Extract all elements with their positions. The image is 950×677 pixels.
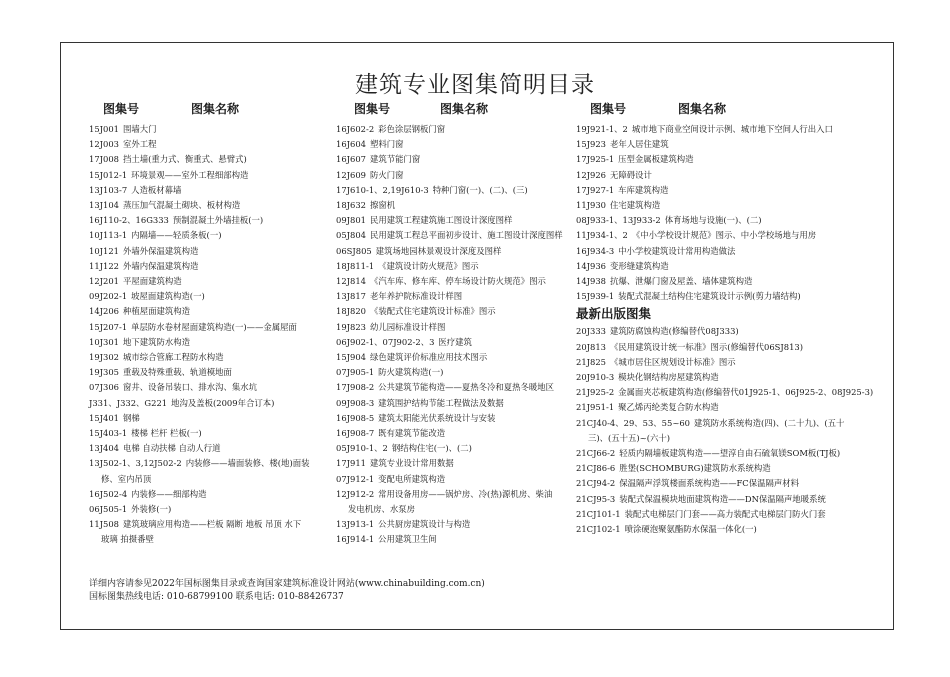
atlas-name: 《民用建筑设计统一标准》图示(修编替代06SJ813) xyxy=(610,341,804,352)
atlas-name: 内装修——细部构造 xyxy=(131,488,207,499)
atlas-name: 楼梯 栏杆 栏板(一) xyxy=(131,428,202,439)
atlas-name: 电梯 自动扶梯 自动人行道 xyxy=(123,443,221,454)
atlas-code: 21CJ66-2 xyxy=(576,448,616,459)
atlas-name: 城市综合管廊工程防水构造 xyxy=(123,352,224,363)
catalog-entry xyxy=(576,244,886,259)
atlas-name: 压型金属板建筑构造 xyxy=(618,154,694,165)
catalog-entry xyxy=(336,335,572,350)
atlas-code: 20J813 xyxy=(576,341,606,352)
atlas-name: 塑料门窗 xyxy=(370,139,404,150)
atlas-code: 15J939-1 xyxy=(576,291,615,302)
catalog-entry xyxy=(576,476,886,491)
atlas-code: 17J911 xyxy=(336,458,366,469)
catalog-entry xyxy=(336,122,572,137)
atlas-code: 21CJ86-6 xyxy=(576,463,616,474)
catalog-entry xyxy=(336,168,572,183)
footer-contact: 国标图集热线电话: 010-68799100 联系电话: 010-88426737 xyxy=(89,592,344,602)
catalog-entry xyxy=(336,517,572,532)
atlas-name: 装配式电梯层门门套——高力装配式电梯层门防火门套 xyxy=(624,508,826,519)
atlas-name: 建筑太阳能光伏系统设计与安装 xyxy=(378,412,496,423)
catalog-list xyxy=(576,122,886,304)
catalog-column-2 xyxy=(336,100,572,548)
atlas-code: 16J110-2、16G333 xyxy=(89,215,169,226)
atlas-code: 21CJ95-3 xyxy=(576,493,616,504)
atlas-code: 07J912-1 xyxy=(336,473,375,484)
atlas-name: 装配式混凝土结构住宅建筑设计示例(剪力墙结构) xyxy=(618,291,801,302)
catalog-entry xyxy=(89,426,334,441)
atlas-code: 14J936 xyxy=(576,260,606,271)
atlas-name: 地沟及盖板(2009年合订本) xyxy=(171,397,275,408)
catalog-entry xyxy=(576,507,886,522)
catalog-entry xyxy=(89,198,334,213)
catalog-entry xyxy=(576,152,886,167)
atlas-name: 内隔墙——轻质条板(一) xyxy=(131,230,222,241)
catalog-entry xyxy=(336,289,572,304)
atlas-code: 16J914-1 xyxy=(336,534,375,545)
name-header: 图集名称 xyxy=(440,102,489,116)
atlas-name: 内装修——墙面装修、楼(地)面装 xyxy=(185,458,310,469)
code-header: 图集号 xyxy=(590,102,627,116)
atlas-code: 15J207-1 xyxy=(89,321,128,332)
atlas-code: 21CJ102-1 xyxy=(576,524,621,535)
atlas-name: 窗井、设备吊装口、排水沟、集水坑 xyxy=(123,382,257,393)
atlas-name: 体育场地与设施(一)、(二) xyxy=(664,215,762,226)
catalog-entry xyxy=(89,183,334,198)
atlas-code: 11J934-1、2 xyxy=(576,230,628,241)
catalog-entry xyxy=(336,304,572,319)
catalog-entry xyxy=(336,472,572,487)
atlas-code: 16J908-7 xyxy=(336,428,375,439)
catalog-entry xyxy=(576,289,886,304)
atlas-name: 外墙内保温建筑构造 xyxy=(123,260,199,271)
atlas-name: 建筑围护结构节能工程做法及数据 xyxy=(378,397,504,408)
atlas-name: 平屋面建筑构造 xyxy=(123,276,182,287)
catalog-entry xyxy=(89,259,334,274)
catalog-entry xyxy=(89,411,334,426)
atlas-name: 建筑玻璃应用构造——栏板 隔断 地板 吊顶 水下 xyxy=(123,519,302,530)
catalog-entry xyxy=(576,385,886,400)
atlas-name: 《城市居住区规划设计标准》图示 xyxy=(610,356,736,367)
atlas-code: 20J333 xyxy=(576,326,606,337)
atlas-name: 钢梯 xyxy=(123,412,140,423)
atlas-code: 16J607 xyxy=(336,154,366,165)
catalog-entry xyxy=(89,396,334,411)
atlas-name: 环境景观——室外工程细部构造 xyxy=(131,169,249,180)
atlas-name: 单层防水卷材屋面建筑构造(一)——金属屋面 xyxy=(131,321,297,332)
catalog-entry xyxy=(336,350,572,365)
catalog-entry xyxy=(89,274,334,289)
atlas-name: 《汽车库、修车库、停车场设计防火规范》图示 xyxy=(370,276,546,287)
atlas-name: 《装配式住宅建筑设计标准》图示 xyxy=(370,306,496,317)
atlas-name: 中小学校建筑设计常用构造做法 xyxy=(618,245,736,256)
atlas-name: 预制混凝土外墙挂板(一) xyxy=(172,215,264,226)
atlas-code: 14J206 xyxy=(89,306,119,317)
catalog-entry xyxy=(89,289,334,304)
atlas-code: 09J202-1 xyxy=(89,291,128,302)
catalog-entry xyxy=(576,355,886,370)
catalog-entry xyxy=(576,274,886,289)
atlas-name: 保温隔声浮筑楼面系统构造——FC保温隔声材料 xyxy=(619,478,799,489)
catalog-entry xyxy=(576,324,886,339)
catalog-entry xyxy=(576,522,886,537)
atlas-name: 变配电所建筑构造 xyxy=(378,473,446,484)
atlas-code: 19J302 xyxy=(89,352,119,363)
new-publications-list xyxy=(576,324,886,537)
atlas-name-continued: 三)、(五十五)~(六十) xyxy=(588,432,670,443)
atlas-name: 医疗建筑 xyxy=(438,336,472,347)
atlas-code: 14J938 xyxy=(576,276,606,287)
atlas-code: J331、J332、G221 xyxy=(89,397,168,408)
atlas-code: 10J301 xyxy=(89,336,119,347)
atlas-code: 16J934-3 xyxy=(576,245,615,256)
atlas-name: 绿色建筑评价标准应用技术图示 xyxy=(370,352,488,363)
catalog-entry xyxy=(336,456,572,471)
catalog-entry xyxy=(336,411,572,426)
catalog-column-1 xyxy=(89,100,334,548)
atlas-code: 15J401 xyxy=(89,412,119,423)
atlas-code: 21J925-2 xyxy=(576,387,615,398)
atlas-code: 13J103-7 xyxy=(89,184,128,195)
atlas-code: 17J925-1 xyxy=(576,154,615,165)
atlas-name: 民用建筑工程建筑施工图设计深度图样 xyxy=(370,215,513,226)
atlas-code: 15J904 xyxy=(336,352,366,363)
catalog-entry xyxy=(89,502,334,517)
catalog-entry xyxy=(336,259,572,274)
atlas-code: 06J505-1 xyxy=(89,504,128,515)
catalog-entry xyxy=(89,213,334,228)
atlas-name: 防火门窗 xyxy=(370,169,404,180)
atlas-code: 15J403-1 xyxy=(89,428,128,439)
catalog-entry xyxy=(336,487,572,517)
atlas-code: 21J825 xyxy=(576,356,606,367)
atlas-code: 12J926 xyxy=(576,169,606,180)
footer xyxy=(89,578,485,604)
atlas-name: 聚乙烯丙纶类复合防水构造 xyxy=(618,402,719,413)
atlas-name: 地下建筑防水构造 xyxy=(123,336,190,347)
atlas-name: 变形缝建筑构造 xyxy=(610,260,669,271)
atlas-code: 13J104 xyxy=(89,200,119,211)
catalog-entry xyxy=(89,487,334,502)
catalog-entry xyxy=(89,304,334,319)
catalog-entry xyxy=(89,350,334,365)
catalog-entry xyxy=(89,168,334,183)
catalog-entry xyxy=(89,244,334,259)
name-header: 图集名称 xyxy=(678,102,727,116)
atlas-name: 胜堡(SCHOMBURG)建筑防水系统构造 xyxy=(619,463,771,474)
atlas-code: 15J923 xyxy=(576,139,606,150)
catalog-entry xyxy=(576,340,886,355)
atlas-code: 08J933-1、13J933-2 xyxy=(576,215,661,226)
catalog-entry xyxy=(89,228,334,243)
atlas-code: 11J930 xyxy=(576,200,606,211)
atlas-name: 抗爆、泄爆门窗及屋盖、墙体建筑构造 xyxy=(610,276,753,287)
atlas-name: 老年养护院标准设计样图 xyxy=(370,291,463,302)
atlas-code: 09J908-3 xyxy=(336,397,375,408)
atlas-name: 《中小学校设计规范》图示、中小学校场地与用房 xyxy=(631,230,817,241)
atlas-name: 挡土墙(重力式、衡重式、悬臂式) xyxy=(123,154,247,165)
atlas-name: 无障碍设计 xyxy=(610,169,652,180)
catalog-entry xyxy=(336,396,572,411)
catalog-entry xyxy=(89,456,334,486)
catalog-entry xyxy=(576,492,886,507)
atlas-code: 19J305 xyxy=(89,367,119,378)
atlas-code: 05J804 xyxy=(336,230,366,241)
footer-reference: 详细内容请参见2022年国标图集目录或查询国家建筑标准设计网站(www.chinabuilding.com.cn) xyxy=(89,579,485,589)
catalog-entry xyxy=(89,517,334,547)
catalog-entry xyxy=(89,320,334,335)
catalog-entry xyxy=(576,370,886,385)
atlas-code: 15J012-1 xyxy=(89,169,128,180)
atlas-name: 围墙大门 xyxy=(123,124,157,134)
catalog-entry xyxy=(336,380,572,395)
catalog-entry xyxy=(336,137,572,152)
atlas-name: 坡屋面建筑构造(一) xyxy=(131,291,205,302)
atlas-code: 18J811-1 xyxy=(336,260,375,271)
catalog-entry xyxy=(336,426,572,441)
atlas-name: 老年人居住建筑 xyxy=(610,139,669,150)
catalog-entry xyxy=(336,152,572,167)
atlas-code: 16J602-2 xyxy=(336,124,375,134)
atlas-code: 12J609 xyxy=(336,169,366,180)
catalog-list xyxy=(89,122,334,548)
atlas-code: 07J905-1 xyxy=(336,367,375,378)
atlas-code: 20J910-3 xyxy=(576,372,615,383)
column-header xyxy=(89,100,334,118)
atlas-code: 21CJ40-4、29、53、55~60 xyxy=(576,417,691,428)
atlas-code: 18J820 xyxy=(336,306,366,317)
atlas-name: 模块化钢结构房屋建筑构造 xyxy=(618,372,719,383)
catalog-entry xyxy=(576,259,886,274)
atlas-code: 17J927-1 xyxy=(576,184,615,195)
catalog-entry xyxy=(576,137,886,152)
atlas-name: 车库建筑构造 xyxy=(618,184,669,195)
atlas-name: 常用设备用房——锅炉房、冷(热)源机房、柴油 xyxy=(378,488,553,499)
atlas-code: 21CJ101-1 xyxy=(576,508,621,519)
catalog-entry xyxy=(89,441,334,456)
catalog-entry xyxy=(89,380,334,395)
catalog-entry xyxy=(89,152,334,167)
atlas-name: 外装修(一) xyxy=(131,504,172,515)
atlas-code: 17J008 xyxy=(89,154,119,165)
catalog-entry xyxy=(336,274,572,289)
atlas-code: 17J908-2 xyxy=(336,382,375,393)
atlas-code: 13J817 xyxy=(336,291,366,302)
code-header: 图集号 xyxy=(103,102,140,116)
atlas-code: 15J001 xyxy=(89,124,119,134)
atlas-code: 05J910-1、2 xyxy=(336,443,388,454)
catalog-column-3 xyxy=(576,100,886,537)
atlas-code: 18J632 xyxy=(336,200,366,211)
atlas-name-continued: 修、室内吊顶 xyxy=(101,473,152,484)
atlas-code: 21CJ94-2 xyxy=(576,478,616,489)
catalog-entry xyxy=(576,183,886,198)
catalog-entry xyxy=(336,365,572,380)
atlas-name: 喷涂硬泡聚氨酯防水保温一体化(一) xyxy=(624,524,757,535)
atlas-code: 06SJ805 xyxy=(336,245,372,256)
atlas-code: 16J908-5 xyxy=(336,412,375,423)
atlas-code: 12J912-2 xyxy=(336,488,375,499)
atlas-code: 07J306 xyxy=(89,382,119,393)
new-publications-title: 最新出版图集 xyxy=(576,306,652,322)
catalog-entry xyxy=(336,228,572,243)
catalog-entry xyxy=(336,532,572,547)
atlas-name-continued: 发电机房、水泵房 xyxy=(348,504,415,515)
catalog-entry xyxy=(336,441,572,456)
atlas-code: 13J404 xyxy=(89,443,119,454)
atlas-name: 金属面夹芯板建筑构造(修编替代01J925-1、06J925-2、08J925-3) xyxy=(618,387,874,398)
catalog-list xyxy=(336,122,572,548)
catalog-entry xyxy=(576,416,886,446)
catalog-entry xyxy=(576,400,886,415)
atlas-name: 公共厨房建筑设计与构造 xyxy=(378,519,471,530)
atlas-name: 建筑防水系统构造(四)、(二十九)、(五十 xyxy=(694,417,845,428)
atlas-name: 建筑节能门窗 xyxy=(370,154,421,165)
atlas-name: 轻质内隔墙板建筑构造——望淳自由石硫氧镁SOM板(TJ板) xyxy=(619,448,841,459)
atlas-code: 16J604 xyxy=(336,139,366,150)
name-header: 图集名称 xyxy=(191,102,240,116)
catalog-entry xyxy=(89,335,334,350)
atlas-code: 10J121 xyxy=(89,245,119,256)
page-title: 建筑专业图集简明目录 xyxy=(355,72,595,98)
catalog-entry xyxy=(336,183,572,198)
code-header: 图集号 xyxy=(354,102,391,116)
column-header xyxy=(576,100,886,118)
atlas-code: 19J921-1、2 xyxy=(576,124,628,134)
catalog-entry xyxy=(89,137,334,152)
atlas-name: 重载及特殊重载、轨道模地面 xyxy=(123,367,232,378)
atlas-name-continued: 玻璃 拍摄番壁 xyxy=(101,534,154,545)
atlas-code: 19J823 xyxy=(336,321,366,332)
atlas-code: 11J508 xyxy=(89,519,119,530)
atlas-name: 防火建筑构造(一) xyxy=(378,367,444,378)
atlas-name: 钢结构住宅(一)、(二) xyxy=(391,443,472,454)
atlas-name: 装配式保温模块地面建筑构造——DN保温隔声地暖系统 xyxy=(619,493,826,504)
atlas-name: 幼儿园标准设计样图 xyxy=(370,321,446,332)
catalog-entry xyxy=(89,365,334,380)
atlas-name: 既有建筑节能改造 xyxy=(378,428,446,439)
column-header xyxy=(336,100,572,118)
catalog-entry xyxy=(576,228,886,243)
atlas-code: 21J951-1 xyxy=(576,402,615,413)
atlas-name: 公用建筑卫生间 xyxy=(378,534,437,545)
atlas-code: 09J801 xyxy=(336,215,366,226)
atlas-name: 外墙外保温建筑构造 xyxy=(123,245,199,256)
atlas-name: 擦窗机 xyxy=(370,200,396,211)
catalog-entry xyxy=(576,461,886,476)
atlas-name: 种植屋面建筑构造 xyxy=(123,306,190,317)
atlas-name: 建筑专业设计常用数据 xyxy=(370,458,454,469)
catalog-entry xyxy=(576,168,886,183)
catalog-entry xyxy=(576,198,886,213)
atlas-code: 16J502-4 xyxy=(89,488,128,499)
catalog-entry xyxy=(576,446,886,461)
atlas-name: 蒸压加气混凝土砌块、板材构造 xyxy=(123,200,241,211)
atlas-name: 公共建筑节能构造——夏热冬冷和夏热冬暖地区 xyxy=(378,382,555,393)
catalog-entry xyxy=(336,213,572,228)
catalog-entry xyxy=(89,122,334,137)
catalog-entry xyxy=(336,320,572,335)
atlas-name: 建筑防腐蚀构造(修编替代08J333) xyxy=(610,326,739,337)
atlas-name: 住宅建筑构造 xyxy=(610,200,661,211)
atlas-code: 06J902-1、07J902-2、3 xyxy=(336,336,435,347)
atlas-name: 特种门窗(一)、(二)、(三) xyxy=(432,184,528,195)
atlas-code: 12J003 xyxy=(89,139,119,150)
atlas-code: 17J610-1、2,19J610-3 xyxy=(336,184,429,195)
atlas-name: 人造板材幕墙 xyxy=(131,184,182,195)
catalog-entry xyxy=(336,244,572,259)
atlas-name: 《建筑设计防火规范》图示 xyxy=(378,260,479,271)
atlas-code: 13J502-1、3,12J502-2 xyxy=(89,458,182,469)
atlas-code: 11J122 xyxy=(89,260,119,271)
atlas-name: 彩色涂层钢板门窗 xyxy=(378,124,446,134)
catalog-entry xyxy=(576,213,886,228)
catalog-entry xyxy=(576,122,886,137)
atlas-name: 建筑场地园林景观设计深度及图样 xyxy=(375,245,502,256)
atlas-code: 13J913-1 xyxy=(336,519,375,530)
catalog-entry xyxy=(336,198,572,213)
atlas-code: 10J113-1 xyxy=(89,230,128,241)
atlas-name: 室外工程 xyxy=(123,139,157,150)
atlas-code: 12J814 xyxy=(336,276,366,287)
atlas-code: 12J201 xyxy=(89,276,119,287)
atlas-name: 民用建筑工程总平面初步设计、施工图设计深度图样 xyxy=(370,230,563,241)
atlas-name: 城市地下商业空间设计示例、城市地下空间人行出入口 xyxy=(631,124,833,134)
